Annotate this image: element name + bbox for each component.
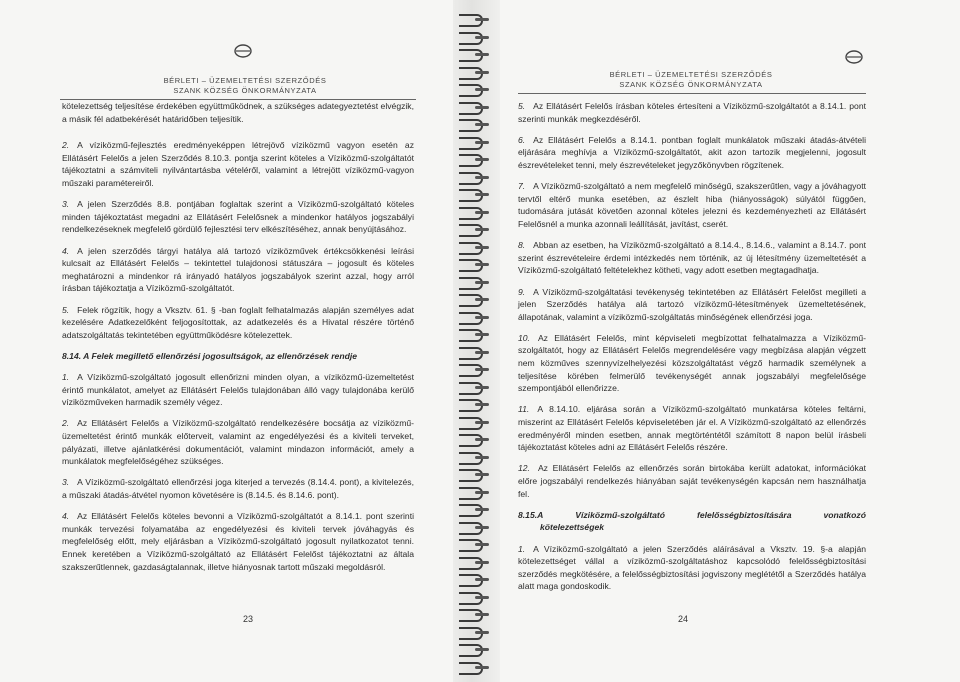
municipality-logo-icon bbox=[845, 50, 863, 64]
list-item: 9. A Víziközmű-szolgáltatási tevékenység tekintetében az Ellátásért Felelőst megilleti a jelen Szerződés hatálya alá tartozó víziközmű-létesítmények üzemeltetésének, állapotának, valamint a víziközmű-szolgáltatás minőségének ellenőrzési joga. bbox=[518, 286, 866, 322]
list-item: 3. A jelen Szerződés 8.8. pontjában foglaltak szerint a Víziközmű-szolgáltató köteles minden tájékoztatást megadni az Ellátásért Felelősnek a mindenkor hatályos jogszabályi rendelkezéseknek megfelelő gördülő fejlesztési terv elkészítéséhez, annak benyújtásához. bbox=[62, 199, 414, 235]
list-item: 5. Az Ellátásért Felelős írásban köteles értesíteni a Víziközmű-szolgáltatót a 8.14.1. pont szerinti munkák megkezdéséről. bbox=[518, 101, 866, 124]
municipality-logo-icon bbox=[234, 44, 252, 58]
binding-coil bbox=[459, 504, 483, 517]
binding-coil bbox=[459, 417, 483, 430]
list-item: 12. Az Ellátásért Felelős az ellenőrzés során birtokába került adatokat, információkat előre jogszabályi rendelkezés hiányában saját tevékenységén kapcsán nem használhatja fel. bbox=[518, 463, 866, 499]
binding-coil bbox=[459, 137, 483, 150]
section-heading: 8.15.A Víziközmű-szolgáltató felelősségbiztosítására vonatkozó kötelezettségek bbox=[518, 509, 866, 533]
intro-paragraph: kötelezettség teljesítése érdekében együttműködnek, a szükséges adategyeztetést elvégzik, a másik fél adatbekérését határidőben teljesítik. bbox=[62, 101, 414, 124]
header-subtitle: SZANK KÖZSÉG ÖNKORMÁNYZATA bbox=[619, 80, 763, 89]
page-header bbox=[160, 76, 330, 96]
binding-coil bbox=[459, 662, 483, 675]
binding-coil bbox=[459, 49, 483, 62]
list-item: 3. A Víziközmű-szolgáltató ellenőrzési joga kiterjed a tervezés (8.14.4. pont), a kivitelezés, a műszaki átadás-átvétel nyomon követésére is (8.14.5. és 8.14.6. pont). bbox=[62, 477, 414, 500]
list-item: 6. Az Ellátásért Felelős a 8.14.1. pontban foglalt munkálatok műszaki átadás-átvételi eljárására meghívja a Víziközmű-szolgáltatót, akit azon tartozik megjelenni, jogosult észrevételeket tenni, mely észrevételeket jegyzőkönyvben rögzítenek. bbox=[518, 134, 866, 170]
header-title: BÉRLETI – ÜZEMELTETÉSI SZERZŐDÉS bbox=[609, 70, 773, 79]
left-page bbox=[0, 0, 453, 682]
binding-coil bbox=[459, 259, 483, 272]
right-body bbox=[518, 100, 866, 602]
binding-coil bbox=[459, 644, 483, 657]
binding-coil bbox=[459, 627, 483, 640]
binding-coil bbox=[459, 399, 483, 412]
binding-coil bbox=[459, 592, 483, 605]
list-item: 2. A víziközmű-fejlesztés eredményeképpen létrejövő víziközmű vagyon esetén az Ellátásért Felelős a jelen Szerződés 8.10.3. pontja szerint köteles a Víziközmű-szolgáltatót tájékoztatni a számviteli nyilvántartásba vételéről, valamint a létrejött víziközmű-vagyon műszaki paramétereiről. bbox=[62, 140, 414, 188]
list-item: 4. A jelen szerződés tárgyi hatálya alá tartozó víziközművek értékcsökkenési leírási kulcsait az Ellátásért Felelős – tekintettel tulajdonosi státuszára – jogosult és köteles meghatározni a mindenkor rá irányadó hatályos jogszabályok szerint azzal, hogy arról írásban tájékoztatja a Víziközmű-szolgáltatót. bbox=[62, 245, 414, 294]
list-item: 10. Az Ellátásért Felelős, mint képviseleti megbízottat felhatalmazza a Víziközmű-szolgáltatót, hogy az Ellátásért Felelős megrendelésére vagy megbízása alapján végzett nem közműves szennyvízelhelyezési közszolgáltatást végző harmadik személynek a teljesítése körében felmerülő tevékenységét annak jogszabályi megfelelősége szempontjából ellenőrizze. bbox=[518, 332, 866, 394]
list-item: 1. A Víziközmű-szolgáltató a jelen Szerződés aláírásával a Vksztv. 19. §-a alapján kötelezettséget vállal a víziközmű-szolgáltatáshoz kapcsolódó felelősségbiztosítási szerződés megkötésére, a felelősségbiztosítási jogviszony meglététől a Szerződés hatálya alatt maga gondoskodik. bbox=[518, 543, 866, 592]
binding-coil bbox=[459, 207, 483, 220]
list-item: 8. Abban az esetben, ha Víziközmű-szolgáltató a 8.14.4., 8.14.6., valamint a 8.14.7. pont szerint észrevételeire érdemi intézkedés nem történik, az új létesítmény üzemeltetését a Víziközmű-szolgáltató feltételekhez kötheti, vagy adott esetben megtagadhatja. bbox=[518, 240, 866, 276]
binding-spine bbox=[453, 0, 500, 682]
header-title: BÉRLETI – ÜZEMELTETÉSI SZERZŐDÉS bbox=[163, 76, 327, 85]
binding-coil bbox=[459, 574, 483, 587]
binding-coil bbox=[459, 32, 483, 45]
binding-coil bbox=[459, 84, 483, 97]
right-page bbox=[500, 0, 960, 682]
page-number: 24 bbox=[678, 614, 689, 624]
binding-coil bbox=[459, 434, 483, 447]
binding-coil bbox=[459, 154, 483, 167]
header-subtitle: SZANK KÖZSÉG ÖNKORMÁNYZATA bbox=[173, 86, 317, 95]
list-item: 4. Az Ellátásért Felelős köteles bevonni a Víziközmű-szolgáltatót a 8.14.1. pont szerinti munkák tervezési folyamatába az engedélyezési és kiviteli tervek jóváhagyás és megfelelőség előtt, mely eljárásban a Víziközmű-szolgáltató jogosult nyilatkozatot tenni. Ennek keretében a Víziközmű-szolgáltató az Ellátásért Felelőst tájékoztatni az általa szakszerűtlennek, gazdaságtalannak, illetve hiányosnak tartott műszaki megoldásról. bbox=[62, 511, 414, 572]
binding-coil bbox=[459, 67, 483, 80]
binding-coil bbox=[459, 329, 483, 342]
binding-coil bbox=[459, 242, 483, 255]
list-item: 2. Az Ellátásért Felelős a Víziközmű-szolgáltató rendelkezésére bocsátja az víziközmű-üzemeltetést érintő munkák előterveit, valamint az engedélyezési és a kiviteli terveket, pályázati, illetve ajánlatkérési dokumentációt, valamint mindazon információt, amely a munkálatok megfelelőségéhez szükséges. bbox=[62, 418, 414, 467]
binding-coil bbox=[459, 487, 483, 500]
binding-coil bbox=[459, 189, 483, 202]
binding-coil bbox=[459, 557, 483, 570]
binding-coil bbox=[459, 522, 483, 535]
binding-coil bbox=[459, 609, 483, 622]
binding-coil bbox=[459, 452, 483, 465]
binding-coil bbox=[459, 382, 483, 395]
binding-coil bbox=[459, 14, 483, 27]
page-number: 23 bbox=[243, 614, 254, 624]
binding-coil bbox=[459, 347, 483, 360]
binding-coil bbox=[459, 119, 483, 132]
list-item: 7. A Víziközmű-szolgáltató a nem megfelelő minőségű, szakszerűtlen, vagy a jóváhagyott tervtől eltérő munka esetében, az észlelt hiba (hiányosságok) súlyától függően, tudomására jutását követően azonnal köteles jelezni és kezdeményezheti az Ellátásért Felelősnél a munka azonnali leállítását, javítást, cserét. bbox=[518, 181, 866, 229]
binding-coil bbox=[459, 277, 483, 290]
list-item: 5. Felek rögzítik, hogy a Vksztv. 61. § -ban foglalt felhatalmazás alapján személyes adat kezelésére Adatkezelőként feljogosítottak, az adatkezelés és a Hivatal részére történő adatszolgáltatás tekintetében együttműködésre kötelezettek. bbox=[62, 304, 414, 340]
binding-coil bbox=[459, 102, 483, 115]
section-heading: 8.14. A Felek megillető ellenőrzési jogosultságok, az ellenőrzések rendje bbox=[62, 350, 357, 361]
binding-coil bbox=[459, 312, 483, 325]
header-divider bbox=[518, 93, 866, 94]
left-body bbox=[62, 100, 414, 582]
page-header bbox=[606, 70, 776, 90]
binding-coil bbox=[459, 469, 483, 482]
binding-coil bbox=[459, 364, 483, 377]
binding-coil bbox=[459, 539, 483, 552]
binding-coil bbox=[459, 172, 483, 185]
list-item: 11. A 8.14.10. eljárása során a Víziközmű-szolgáltató munkatársa köteles feltárni, miszerint az Ellátásért Felelős képviseletében jár el. A Víziközmű-szolgáltató az ellenőrzés eredményéről minden esetben, annak megtörténtétől számított 8 napon belül írásbeli tájékoztatást köteles adni az Ellátásért Felelős részére. bbox=[518, 404, 866, 453]
binding-coil bbox=[459, 294, 483, 307]
list-item: 1. A Víziközmű-szolgáltató jogosult ellenőrizni minden olyan, a víziközmű-üzemeltetést érintő munkálatot, amelyet az Ellátásért Felelős tulajdonában álló vagy tulajdonába kerülő víziközműveken harmadik személy végez. bbox=[62, 372, 414, 408]
binding-coil bbox=[459, 224, 483, 237]
